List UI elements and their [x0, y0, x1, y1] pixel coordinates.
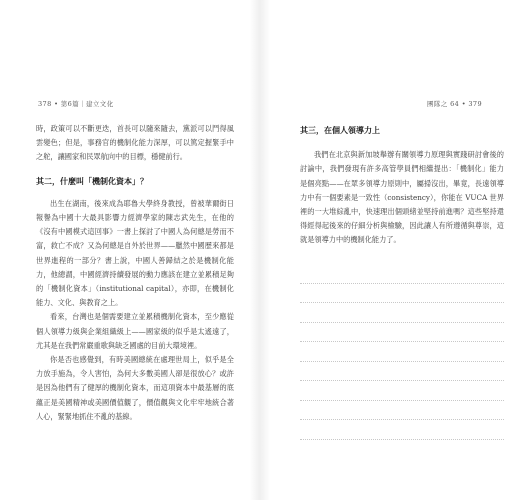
- right-paragraph-1: 我們在北京與新加坡舉辦有關領導力原理與實踐研討會後的討論中，我們發現有許多高管學員們相繼提出：「機制化」能力是個亮點——在眾多領導力原則中，屬掃沒出，畢竟，長遠領導力中有一個要素是一致性（consistency），你能在 VUCA 世界裡的一大堆綜亂中，快速理出個頭緒並堅持前進嗎？這些堅持還得經得起後來的仔細分析與檢驗，因此讓人有所遵循與尊崇，這就是領導力中的機制化能力了。: [300, 150, 504, 245]
- left-paragraph-4: 你是否也感覺到，有時美國總統在處理世局上，似乎是全力放手施為，令人害怕，為何大多數美國人卻是很放心？或許是因為他們有了健厚的機制化資本，而這項資本中最基層的底蘊正是美國精神或美國價值觀了，價值觀與文化牢牢地統合著人心，緊緊地抓住不亂的基線。: [36, 355, 234, 421]
- left-paragraph-3: 看來，台灣也是個需要建立並累積機制化資本，至少應從個人領導力級與企業組織級上——國家級的似乎是太遙遠了，尤其是在我們常嚴重歌與缺乏國處的目前大環境裡。: [36, 312, 234, 350]
- left-section-heading: 其二，什麼叫「機制化資本」？: [36, 176, 148, 186]
- left-running-head: 378 • 第6篇｜建立文化: [38, 100, 114, 108]
- note-line: [300, 420, 504, 440]
- note-line: [300, 401, 504, 421]
- notes-area: [300, 264, 504, 440]
- note-line: [300, 362, 504, 382]
- right-section-heading: 其三，在個人領導力上: [300, 126, 380, 135]
- note-line: [300, 323, 504, 343]
- note-line: [300, 303, 504, 323]
- right-body-text: [300, 124, 504, 248]
- note-line: [300, 342, 504, 362]
- right-page: [260, 0, 520, 500]
- note-line: [300, 284, 504, 304]
- note-line: [300, 381, 504, 401]
- left-paragraph-1: 時，政策可以不斷更迭，首長可以隨來隨去，黨派可以鬥得風雲變色；但是，事務官的機制化能力深厚，可以篤定握緊手中之舵，讓國家和民眾航向中的目標，穩健前行。: [36, 124, 234, 162]
- right-running-head: 團隊之 64 • 379: [426, 100, 482, 108]
- left-paragraph-2: 出生在湖南，後來成為耶魯大學終身教授，曾被華爾街日報譽為中國十大最具影響力經濟學家的陳志武先生，在他的《沒有中國模式這回事》一書上探討了中國人為何總是勞而不富，救亡不成？又為何總是自外於世界——臘然中國歷來都是世界進程的一部分？書上說，中國人善歸結之於是機制化能力，他總謂，中國經濟持續發展的動力應該在建立並累積足夠的「機制化資本」（institutional capital），亦即，在機制化能力、文化、與教育之上。: [36, 198, 234, 308]
- note-line: [300, 264, 504, 284]
- left-body-text: [36, 122, 234, 424]
